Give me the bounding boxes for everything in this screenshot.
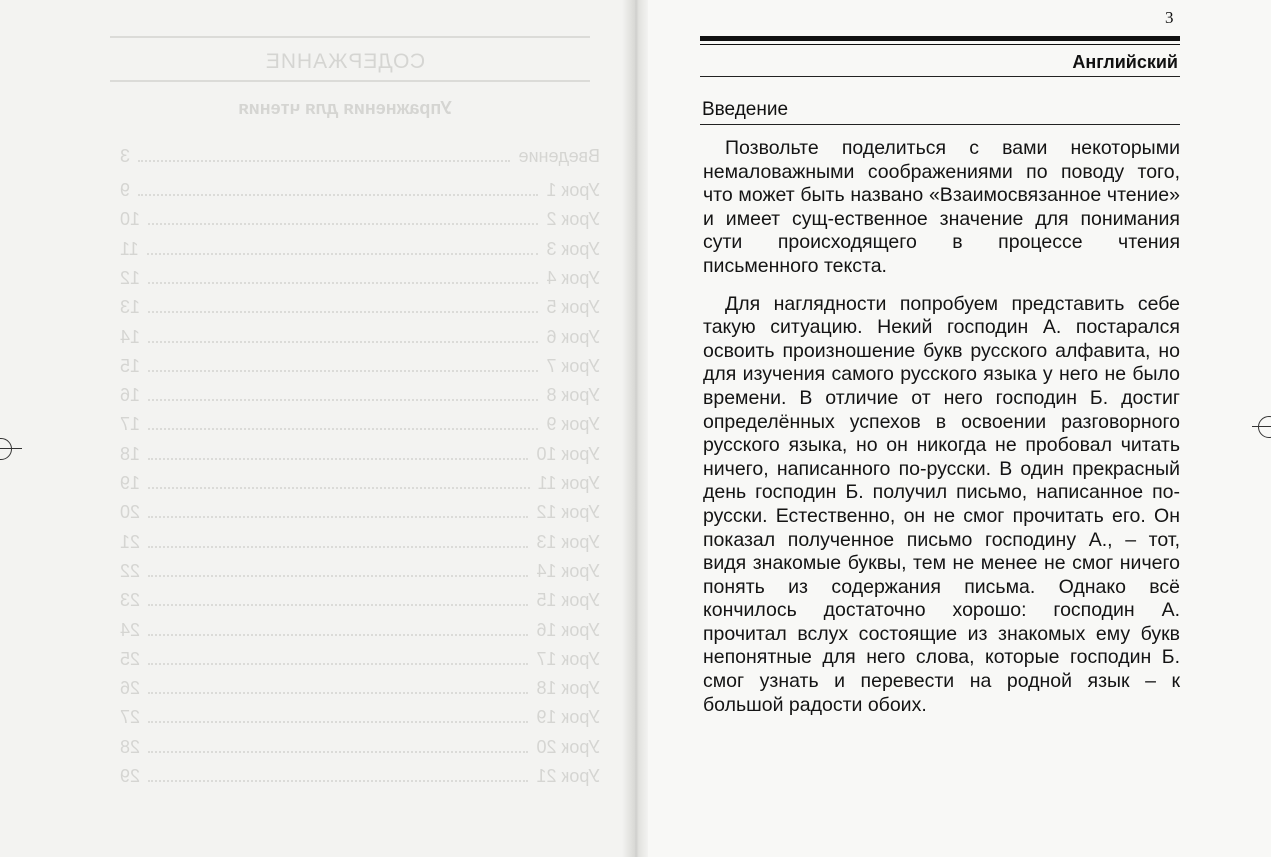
ghost-toc-label: Урок 6 [546, 326, 600, 347]
ghost-toc-label: Урок 21 [536, 766, 600, 786]
running-header-title: Английский [1072, 52, 1178, 72]
ghost-toc-label: Урок 8 [546, 385, 600, 406]
ghost-toc-page: 10 [120, 209, 141, 230]
ghost-toc-label: Урок 11 [537, 473, 600, 493]
ghost-toc-page: 26 [120, 678, 141, 699]
ghost-toc-leader [148, 385, 538, 401]
ghost-toc-label: Урок 14 [536, 560, 600, 581]
ghost-toc-label: Урок 3 [546, 238, 600, 259]
ghost-toc-page: 21 [120, 531, 141, 552]
ghost-top-rule [110, 36, 590, 38]
ghost-toc-row [120, 649, 600, 671]
ghost-toc-label: Урок 9 [546, 414, 600, 435]
ghost-toc-page: 23 [120, 590, 141, 611]
ghost-toc-row [120, 766, 600, 788]
ghost-toc-leader [147, 239, 539, 255]
ghost-toc-page: 19 [120, 473, 141, 493]
ghost-toc-label: Урок 1 [546, 180, 600, 200]
ghost-toc-row [120, 297, 600, 319]
ghost-toc-page: 27 [120, 707, 141, 728]
ghost-toc-leader [148, 356, 538, 372]
ghost-toc-page: 20 [120, 502, 141, 523]
ghost-toc-page: 18 [120, 443, 141, 464]
ghost-toc-row [120, 473, 600, 495]
ghost-toc-row [120, 327, 600, 349]
ghost-toc-row [120, 590, 600, 612]
ghost-toc-leader [148, 707, 528, 723]
ghost-toc-leader [148, 297, 538, 313]
ghost-toc-label: Урок 17 [536, 648, 600, 669]
ghost-toc-row [120, 268, 600, 290]
ghost-toc-row [120, 678, 600, 700]
ghost-toc-label: Урок 2 [546, 209, 600, 230]
left-page [0, 0, 632, 857]
ghost-toc-leader [148, 473, 530, 489]
ghost-toc-leader [138, 146, 510, 162]
ghost-toc-row [120, 180, 600, 202]
ghost-toc-page: 13 [120, 297, 141, 318]
ghost-toc-page: 24 [120, 619, 141, 640]
ghost-toc-page: 29 [120, 766, 141, 786]
ghost-toc-page: 16 [120, 385, 141, 406]
ghost-toc-label: Урок 5 [546, 297, 600, 318]
ghost-toc-label: Урок 7 [546, 355, 600, 376]
ghost-toc-page: 14 [120, 326, 141, 347]
ghost-toc-label: Урок 12 [536, 502, 600, 523]
paragraph-1: Позвольте поделиться с вами некоторыми немаловажными соображениями по поводу того, что может быть названо «Взаимосвязанное чтение» и имеет сущ-ественное значение для понимания сути происходящего в процессе чтения письменного текста. [703, 137, 1180, 277]
section-title: Введение [702, 99, 789, 120]
ghost-toc-row [120, 146, 600, 168]
ghost-toc-title: СОДЕРЖАНИЕ [264, 50, 426, 73]
ghost-toc-row [120, 561, 600, 583]
ghost-toc-leader [148, 209, 538, 225]
ghost-toc-leader [148, 532, 528, 548]
section-rule [700, 124, 1180, 125]
ghost-toc-row [120, 356, 600, 378]
ghost-toc-row [120, 502, 600, 524]
ghost-toc-row [120, 385, 600, 407]
ghost-toc-leader [148, 766, 528, 782]
page-number: 3 [1165, 8, 1174, 27]
ghost-toc-label: Урок 19 [536, 707, 600, 728]
table-of-contents-showthrough [90, 30, 600, 810]
ghost-toc-leader [148, 620, 528, 636]
ghost-toc-leader [148, 678, 528, 694]
ghost-toc-leader [148, 561, 528, 577]
ghost-toc-row [120, 414, 600, 436]
ghost-toc-page: 25 [120, 648, 141, 669]
header-thick-rule [700, 36, 1180, 41]
ghost-title-rule [110, 80, 590, 82]
header-bottom-rule [700, 76, 1180, 77]
body-text [703, 137, 1180, 717]
ghost-toc-leader [138, 180, 538, 196]
ghost-toc-row [120, 532, 600, 554]
ghost-toc-label: Урок 18 [536, 678, 600, 699]
ghost-toc-row [120, 737, 600, 759]
ghost-toc-leader [148, 590, 528, 606]
ghost-toc-row [120, 209, 600, 231]
ghost-toc-leader [148, 649, 528, 665]
ghost-toc-label: Урок 10 [536, 443, 600, 464]
ghost-toc-leader [148, 737, 528, 753]
ghost-toc-page: 9 [120, 180, 131, 200]
ghost-toc-row [120, 620, 600, 642]
ghost-toc-leader [148, 327, 538, 343]
ghost-toc-page: 22 [120, 560, 141, 581]
ghost-toc-page: 3 [120, 146, 131, 166]
ghost-toc-page: 17 [120, 414, 141, 435]
ghost-toc-leader [148, 444, 528, 460]
ghost-toc-page: 11 [120, 238, 139, 259]
book-gutter [622, 0, 650, 857]
ghost-toc-page: 15 [120, 355, 141, 376]
ghost-toc-label: Урок 16 [536, 619, 600, 640]
header-thin-rule [700, 44, 1180, 45]
registration-mark-circle [0, 438, 12, 460]
ghost-toc-leader [148, 268, 538, 284]
ghost-toc-page: 28 [120, 736, 141, 757]
ghost-toc-label: Введение [518, 146, 600, 166]
ghost-toc-row [120, 239, 600, 261]
ghost-toc-subtitle: Упражнения для чтения [238, 98, 452, 118]
paragraph-2: Для наглядности попробуем представить себе такую ситуацию. Некий господин А. постарался освоить произношение букв русского алфавита, но для изучения самого русского языка у него не было времени. В отличие от него господин Б. достиг определённых успехов в освоении разговорного русского языка, но он никогда не пробовал читать ничего, написанного по-русски. В один прекрасный день господин Б. получил письмо, написанное по-русски. Естественно, он не смог прочитать его. Он показал полученное письмо господину А., – тот, видя знакомые буквы, тем не менее не смог ничего понять из содержания письма. Однако всё кончилось достаточно хорошо: господин А. прочитал вслух состоящие из знакомых ему букв непонятные для него слова, которые господин Б. смог узнать и перевести на родной язык – к большой радости обоих. [703, 292, 1180, 716]
ghost-toc-label: Урок 4 [546, 267, 600, 288]
ghost-toc-row [120, 444, 600, 466]
ghost-toc-leader [148, 414, 538, 430]
ghost-toc-page: 12 [120, 267, 141, 288]
ghost-toc-label: Урок 20 [536, 736, 600, 757]
ghost-toc-leader [148, 502, 528, 518]
ghost-toc-label: Урок 15 [536, 590, 600, 611]
ghost-toc-label: Урок 13 [536, 531, 600, 552]
ghost-toc-row [120, 707, 600, 729]
